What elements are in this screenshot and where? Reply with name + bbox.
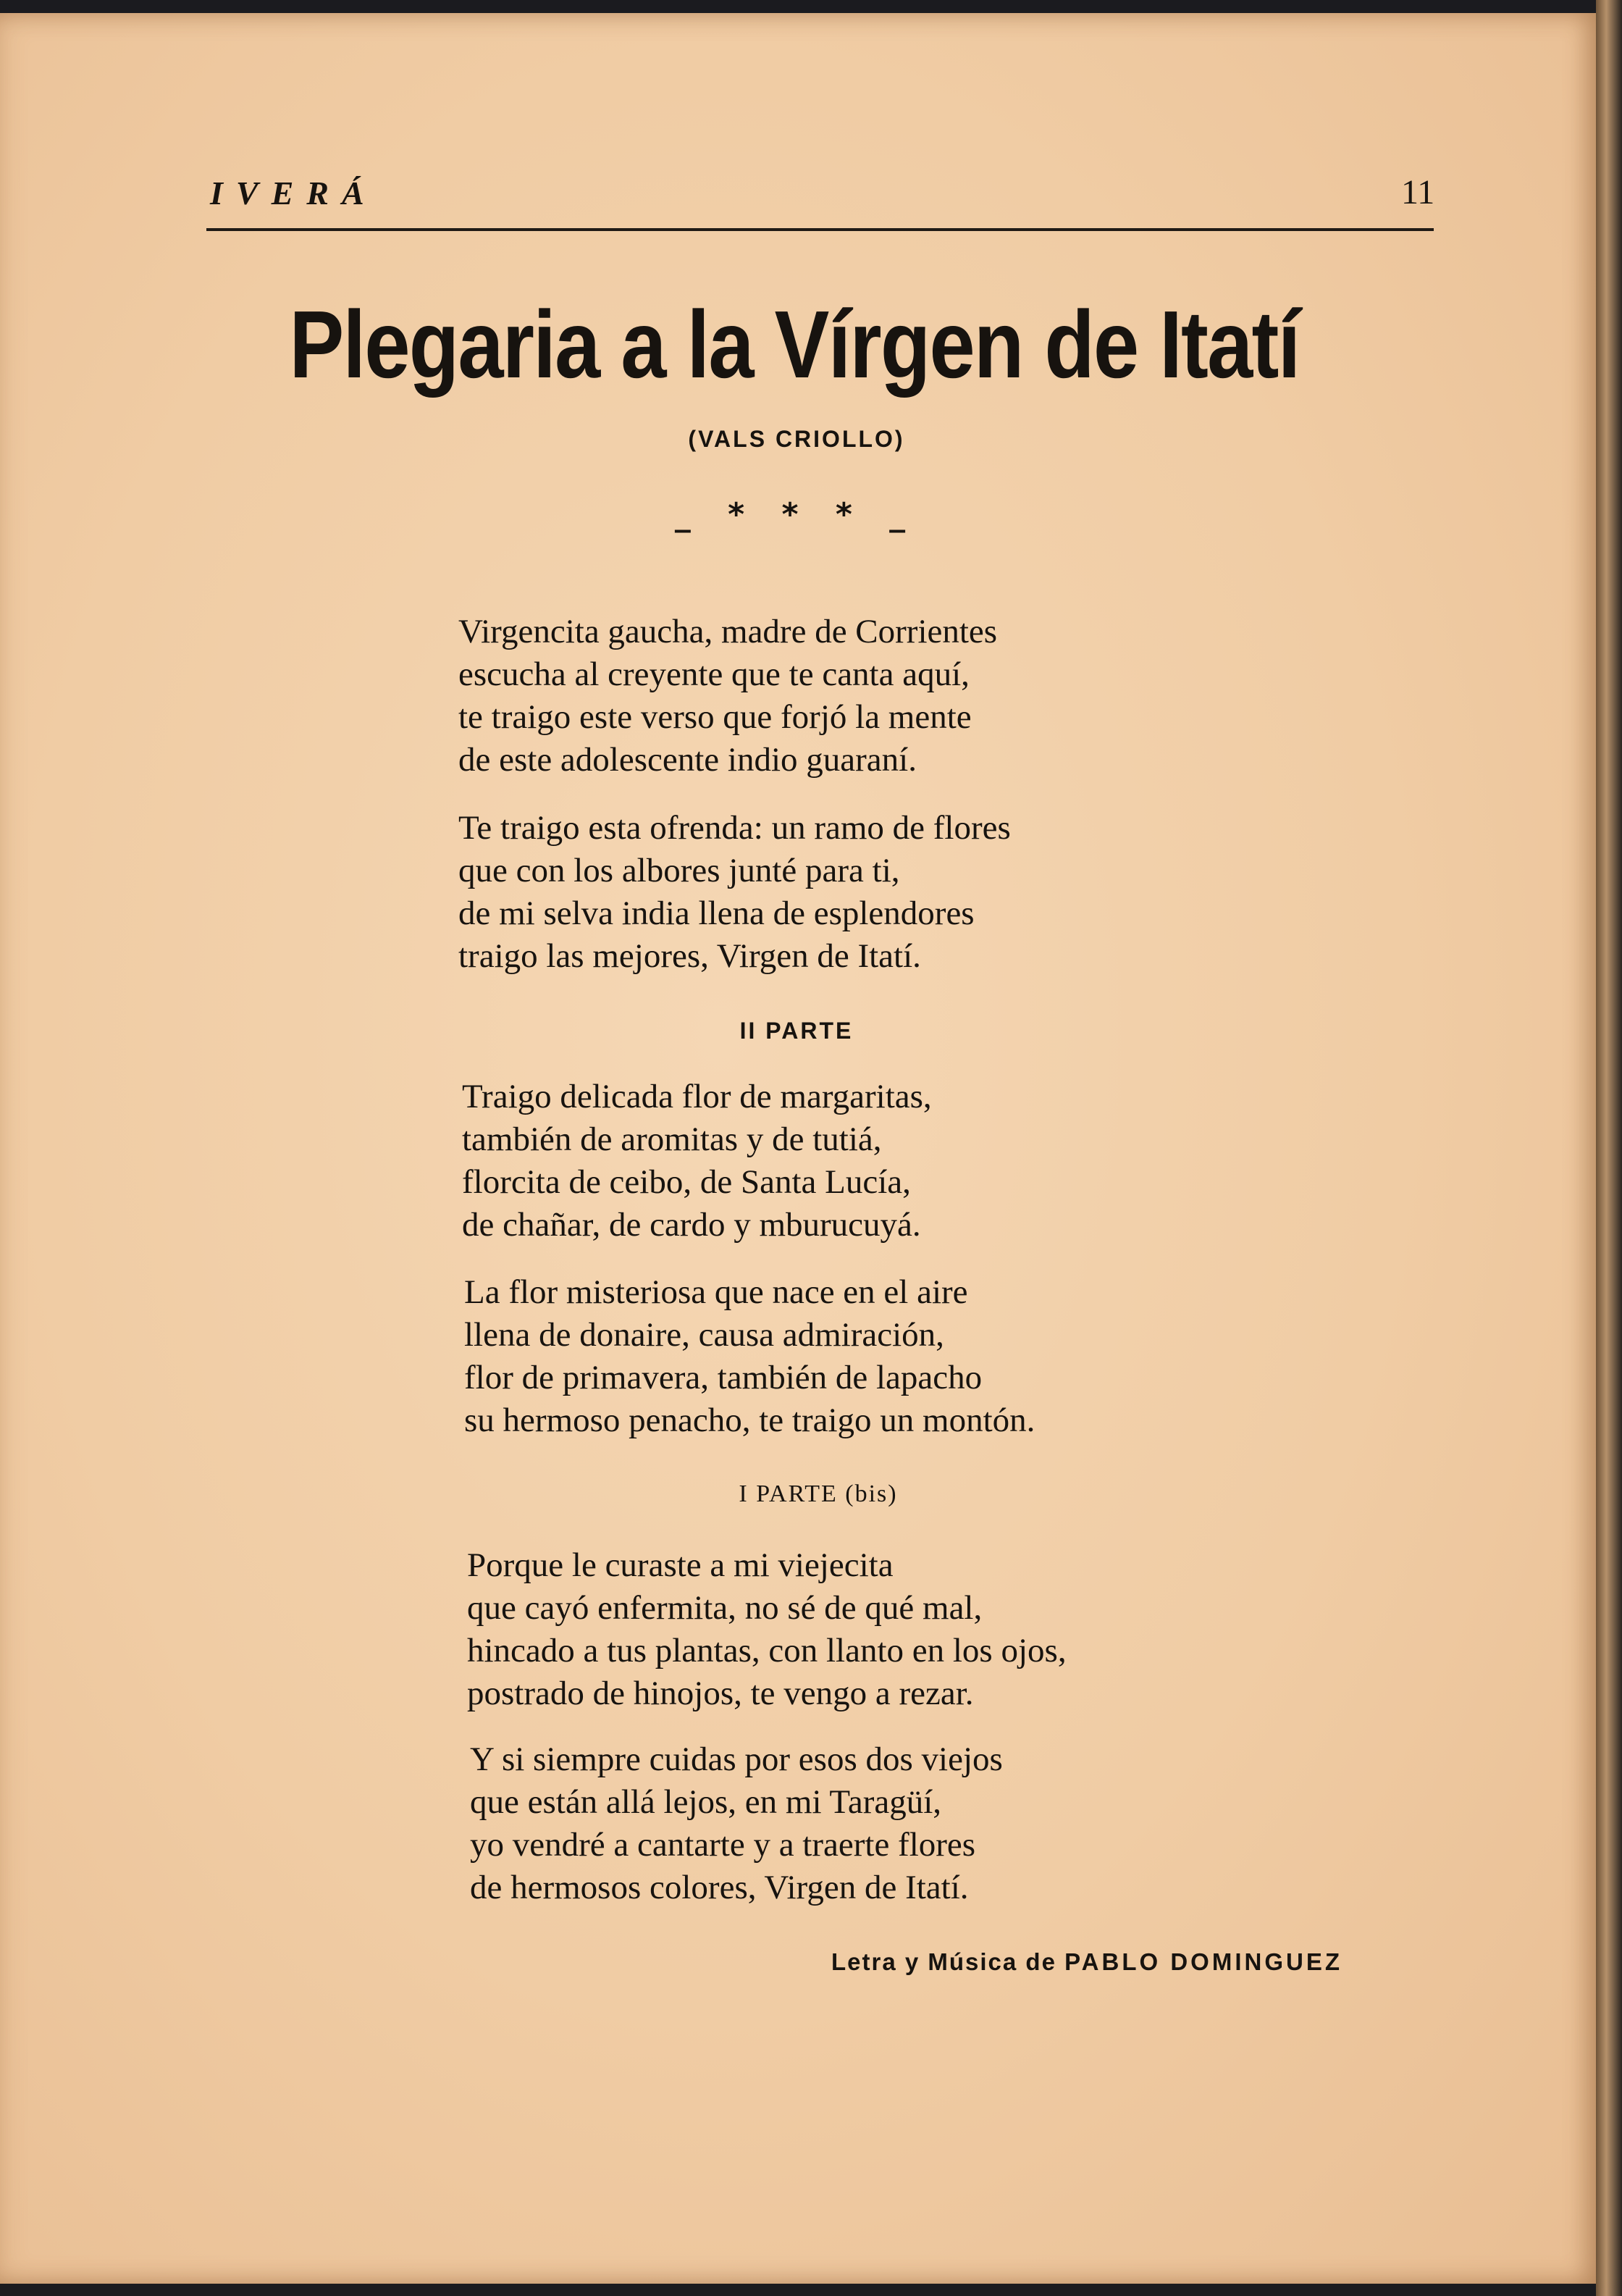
verse-line: Te traigo esta ofrenda: un ramo de flores (458, 809, 1011, 847)
page-edge (1596, 0, 1622, 2296)
stanza-5 (467, 1544, 1067, 1715)
credit-author: PABLO DOMINGUEZ (1064, 1948, 1343, 1975)
song-credit (831, 1948, 1342, 1976)
verse-line: que con los albores junté para ti, (458, 852, 900, 889)
verse-line: te traigo este verso que forjó la mente (458, 698, 972, 736)
verse-line: Y si siempre cuidas por esos dos viejos (470, 1740, 1003, 1778)
verse-line: de este adolescente indio guaraní. (458, 741, 917, 779)
verse-line: de mi selva india llena de esplendores (458, 894, 975, 932)
verse-line: que están allá lejos, en mi Taragüí, (470, 1783, 942, 1821)
running-header: IVERÁ (210, 175, 377, 211)
verse-line: flor de primavera, también de lapacho (464, 1359, 983, 1396)
stanza-1 (458, 611, 997, 782)
verse-line: florcita de ceibo, de Santa Lucía, (462, 1163, 911, 1201)
verse-line: Porque le curaste a mi viejecita (467, 1546, 894, 1584)
section-label-i-parte-bis: I PARTE (bis) (739, 1480, 898, 1507)
stanza-4 (464, 1271, 1035, 1442)
header-rule (206, 228, 1434, 231)
credit-prefix: Letra y Música de (831, 1948, 1056, 1975)
verse-line: su hermoso penacho, te traigo un montón. (464, 1402, 1035, 1439)
verse-line: Traigo delicada flor de margaritas, (462, 1078, 932, 1115)
verse-line: también de aromitas y de tutiá, (462, 1120, 882, 1158)
verse-line: llena de donaire, causa admiración, (464, 1316, 944, 1354)
page-number: 11 (1401, 173, 1435, 211)
verse-line: escucha al creyente que te canta aquí, (458, 655, 970, 693)
verse-line: Virgencita gaucha, madre de Corrientes (458, 613, 998, 650)
verse-line: que cayó enfermita, no sé de qué mal, (467, 1589, 983, 1627)
verse-line: yo vendré a cantarte y a traerte flores (470, 1826, 976, 1864)
stanza-3 (462, 1076, 932, 1247)
section-label-ii-parte: II PARTE (739, 1018, 854, 1044)
stanza-2 (458, 807, 1011, 978)
song-title: Plegaria a la Vírgen de Itatí (289, 291, 1300, 398)
verse-line: La flor misteriosa que nace en el aire (464, 1273, 968, 1311)
stanza-6 (470, 1738, 1003, 1909)
ornament-divider: _ * * * _ (674, 496, 919, 533)
verse-line: de hermosos colores, Virgen de Itatí. (470, 1869, 969, 1906)
verse-line: hincado a tus plantas, con llanto en los ojos, (467, 1632, 1067, 1669)
verse-line: de chañar, de cardo y mburucuyá. (462, 1206, 921, 1244)
verse-line: postrado de hinojos, te vengo a rezar. (467, 1675, 974, 1712)
song-subtitle: (VALS CRIOLLO) (688, 426, 905, 452)
verse-line: traigo las mejores, Virgen de Itatí. (458, 937, 921, 975)
